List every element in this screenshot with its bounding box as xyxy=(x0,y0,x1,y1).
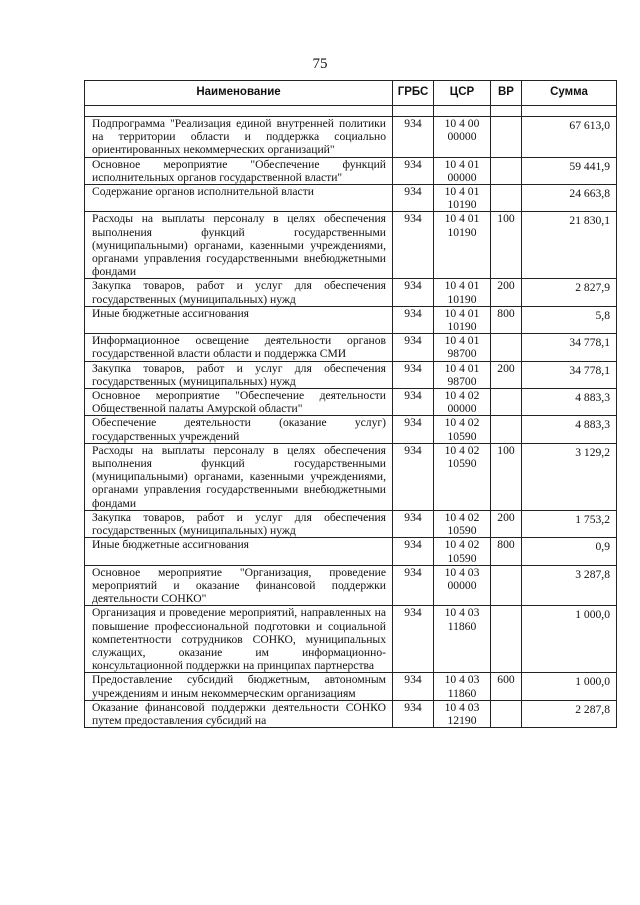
row-vr xyxy=(491,389,522,416)
row-vr xyxy=(491,606,522,673)
header-grbs: ГРБС xyxy=(393,81,434,106)
table-row xyxy=(85,117,617,158)
row-sum: 4 883,3 xyxy=(522,416,617,443)
row-name: Содержание органов исполнительной власти xyxy=(85,185,393,212)
row-csr-line-1: 10 4 03 xyxy=(444,606,480,620)
table-row xyxy=(85,212,617,279)
row-name: Расходы на выплаты персоналу в целях обеспечения выполнения функций государственными (муниципальными) органами, казенными учреждениями, органами управления государственными внебюджетными фондами xyxy=(85,443,393,510)
row-grbs: 934 xyxy=(393,185,434,212)
row-csr xyxy=(434,185,491,212)
table-row xyxy=(85,361,617,388)
row-csr xyxy=(434,538,491,565)
row-csr-line-2: 00000 xyxy=(447,578,477,592)
row-csr-line-2: 00000 xyxy=(447,170,477,184)
row-csr xyxy=(434,279,491,306)
row-grbs: 934 xyxy=(393,361,434,388)
row-sum: 1 753,2 xyxy=(522,510,617,537)
header-csr: ЦСР xyxy=(434,81,491,106)
row-name: Иные бюджетные ассигнования xyxy=(85,306,393,333)
row-csr-line-1: 10 4 02 xyxy=(444,443,480,457)
row-csr-line-2: 10190 xyxy=(447,292,477,306)
row-csr-line-1: 10 4 02 xyxy=(444,416,480,430)
row-grbs: 934 xyxy=(393,157,434,184)
row-csr-line-1: 10 4 00 xyxy=(444,117,480,130)
row-name: Информационное освещение деятельности органов государственной власти области и поддержка СМИ xyxy=(85,334,393,361)
row-vr xyxy=(491,157,522,184)
row-csr-line-1: 10 4 01 xyxy=(444,212,480,226)
row-csr-line-1: 10 4 02 xyxy=(444,538,480,552)
row-sum: 34 778,1 xyxy=(522,334,617,361)
row-csr xyxy=(434,700,491,727)
row-csr-line-2: 10590 xyxy=(447,457,477,471)
table-row xyxy=(85,443,617,510)
row-name: Закупка товаров, работ и услуг для обеспечения государственных (муниципальных) нужд xyxy=(85,510,393,537)
row-csr-line-1: 10 4 03 xyxy=(444,565,480,579)
row-csr-line-1: 10 4 02 xyxy=(444,510,480,524)
row-csr-line-1: 10 4 01 xyxy=(444,279,480,293)
row-vr: 200 xyxy=(491,361,522,388)
row-grbs: 934 xyxy=(393,306,434,333)
row-sum: 2 287,8 xyxy=(522,700,617,727)
row-csr xyxy=(434,565,491,606)
row-csr-line-1: 10 4 03 xyxy=(444,673,480,687)
row-vr: 200 xyxy=(491,510,522,537)
row-vr xyxy=(491,185,522,212)
row-csr-line-1: 10 4 01 xyxy=(444,361,480,375)
row-csr-line-1: 10 4 02 xyxy=(444,389,480,403)
budget-table xyxy=(84,80,617,728)
row-vr xyxy=(491,416,522,443)
table-row xyxy=(85,306,617,333)
table-row xyxy=(85,700,617,727)
row-sum: 2 827,9 xyxy=(522,279,617,306)
row-grbs: 934 xyxy=(393,700,434,727)
row-grbs: 934 xyxy=(393,212,434,279)
row-name: Основное мероприятие "Организация, проведение мероприятий и оказание финансовой поддержки деятельности СОНКО" xyxy=(85,565,393,606)
row-vr xyxy=(491,565,522,606)
row-csr-line-2: 10590 xyxy=(447,524,477,538)
table-row xyxy=(85,279,617,306)
row-csr xyxy=(434,212,491,279)
row-csr xyxy=(434,416,491,443)
row-name: Предоставление субсидий бюджетным, автономным учреждениям и иным некоммерческим организациям xyxy=(85,673,393,700)
row-sum: 1 000,0 xyxy=(522,673,617,700)
row-csr-line-2: 10590 xyxy=(447,429,477,443)
row-sum: 24 663,8 xyxy=(522,185,617,212)
row-csr-line-2: 10590 xyxy=(447,551,477,565)
row-grbs: 934 xyxy=(393,443,434,510)
row-sum: 34 778,1 xyxy=(522,361,617,388)
row-csr xyxy=(434,510,491,537)
row-sum: 1 000,0 xyxy=(522,606,617,673)
row-csr-line-1: 10 4 01 xyxy=(444,157,480,171)
row-csr-line-2: 98700 xyxy=(447,374,477,388)
row-csr-line-2: 12190 xyxy=(447,713,477,727)
row-name: Закупка товаров, работ и услуг для обеспечения государственных (муниципальных) нужд xyxy=(85,279,393,306)
row-grbs: 934 xyxy=(393,565,434,606)
row-name: Организация и проведение мероприятий, направленных на повышение профессиональной подготовки и социальной компетентности сотрудников СОНКО, муниципальных служащих, оказание им информационно-консультационной поддержки на принципах партнерства xyxy=(85,606,393,673)
row-csr xyxy=(434,389,491,416)
row-grbs: 934 xyxy=(393,606,434,673)
row-name: Расходы на выплаты персоналу в целях обеспечения выполнения функций государственными (муниципальными) органами, казенными учреждениями, органами управления государственными внебюджетными фондами xyxy=(85,212,393,279)
table-row xyxy=(85,334,617,361)
table-row xyxy=(85,510,617,537)
row-csr-line-2: 00000 xyxy=(447,402,477,416)
row-sum: 3 287,8 xyxy=(522,565,617,606)
row-sum: 4 883,3 xyxy=(522,389,617,416)
header-vr: ВР xyxy=(491,81,522,106)
row-grbs: 934 xyxy=(393,416,434,443)
row-csr-line-2: 10190 xyxy=(447,225,477,239)
table-header-row xyxy=(85,81,617,106)
row-sum: 59 441,9 xyxy=(522,157,617,184)
row-vr xyxy=(491,334,522,361)
row-grbs: 934 xyxy=(393,334,434,361)
row-csr xyxy=(434,361,491,388)
row-csr xyxy=(434,334,491,361)
row-sum: 0,9 xyxy=(522,538,617,565)
row-csr-line-2: 11860 xyxy=(447,619,477,633)
row-vr: 800 xyxy=(491,538,522,565)
row-vr xyxy=(491,700,522,727)
row-name: Иные бюджетные ассигнования xyxy=(85,538,393,565)
row-vr: 200 xyxy=(491,279,522,306)
row-name: Подпрограмма "Реализация единой внутренней политики на территории области и поддержка социально ориентированных некоммерческих организаций" xyxy=(85,117,393,158)
row-name: Закупка товаров, работ и услуг для обеспечения государственных (муниципальных) нужд xyxy=(85,361,393,388)
row-csr-line-2: 10190 xyxy=(447,198,477,212)
row-grbs: 934 xyxy=(393,389,434,416)
row-vr: 100 xyxy=(491,443,522,510)
row-grbs: 934 xyxy=(393,510,434,537)
row-vr: 800 xyxy=(491,306,522,333)
table-row xyxy=(85,416,617,443)
row-csr xyxy=(434,157,491,184)
row-csr-line-2: 00000 xyxy=(447,130,477,144)
row-grbs: 934 xyxy=(393,117,434,158)
row-csr xyxy=(434,443,491,510)
row-name: Оказание финансовой поддержки деятельности СОНКО путем предоставления субсидий на xyxy=(85,700,393,727)
table-spacer-row xyxy=(85,106,617,117)
row-name: Обеспечение деятельности (оказание услуг) государственных учреждений xyxy=(85,416,393,443)
row-csr-line-1: 10 4 01 xyxy=(444,306,480,320)
table-row xyxy=(85,606,617,673)
row-sum: 3 129,2 xyxy=(522,443,617,510)
row-grbs: 934 xyxy=(393,673,434,700)
row-csr-line-2: 11860 xyxy=(447,686,477,700)
row-csr-line-1: 10 4 01 xyxy=(444,334,480,348)
table-row xyxy=(85,673,617,700)
row-csr xyxy=(434,117,491,158)
row-csr-line-2: 10190 xyxy=(447,320,477,334)
row-csr xyxy=(434,673,491,700)
row-name: Основное мероприятие "Обеспечение функций исполнительных органов государственной власти" xyxy=(85,157,393,184)
row-csr xyxy=(434,606,491,673)
table-row xyxy=(85,565,617,606)
row-grbs: 934 xyxy=(393,538,434,565)
row-csr-line-1: 10 4 03 xyxy=(444,700,480,714)
row-csr xyxy=(434,306,491,333)
row-csr-line-2: 98700 xyxy=(447,347,477,361)
table-row xyxy=(85,389,617,416)
row-sum: 67 613,0 xyxy=(522,117,617,158)
row-name: Основное мероприятие "Обеспечение деятельности Общественной палаты Амурской области" xyxy=(85,389,393,416)
row-sum: 21 830,1 xyxy=(522,212,617,279)
row-vr: 600 xyxy=(491,673,522,700)
table-row xyxy=(85,157,617,184)
row-csr-line-1: 10 4 01 xyxy=(444,185,480,199)
row-vr xyxy=(491,117,522,158)
table-row xyxy=(85,185,617,212)
row-vr: 100 xyxy=(491,212,522,279)
page-number: 75 xyxy=(312,56,328,72)
header-name: Наименование xyxy=(85,81,393,106)
row-sum: 5,8 xyxy=(522,306,617,333)
header-sum: Сумма xyxy=(522,81,617,106)
table-row xyxy=(85,538,617,565)
row-grbs: 934 xyxy=(393,279,434,306)
